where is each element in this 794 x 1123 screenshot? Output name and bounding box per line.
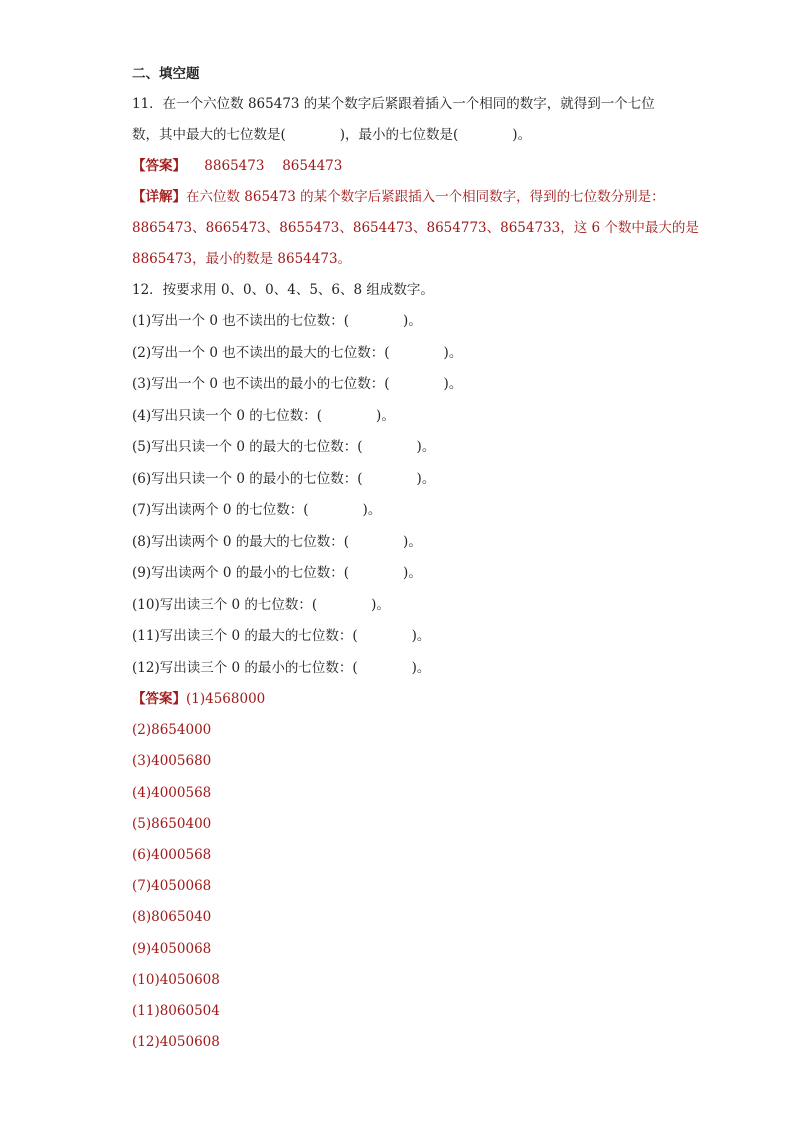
q12-answer: (10)4050608 (132, 971, 220, 988)
document-content (132, 64, 699, 1063)
q12-item: (10)写出读三个 0 的七位数：( )。 (132, 596, 390, 613)
q12-answer: (8)8065040 (132, 909, 212, 926)
q12-answer: (7)4050068 (132, 878, 212, 895)
q12-answer: (6)4000568 (132, 846, 212, 863)
q12-answer: (3)4005680 (132, 753, 212, 770)
q12-answer: (11)8060504 (132, 1002, 220, 1019)
q12-item: (12)写出读三个 0 的最小的七位数：( )。 (132, 659, 431, 676)
q11-line-2: 数，其中最大的七位数是( )，最小的七位数是( )。 (132, 127, 532, 143)
section-title: 二、填空题 (132, 66, 200, 82)
q12-item: (6)写出只读一个 0 的最小的七位数：( )。 (132, 470, 436, 487)
q12-items (132, 311, 692, 678)
q12-item: (1)写出一个 0 也不读出的七位数：( )。 (132, 313, 422, 329)
q12-answer: (2)8654000 (132, 722, 212, 739)
answer-tag: 【答案】 (132, 691, 186, 707)
q11-line-1: 11．在一个六位数 865473 的某个数字后紧跟着插入一个相同的数字，就得到一个七位 (132, 96, 655, 112)
q12-answer: (1)4568000 (186, 691, 266, 707)
q12-answer: (9)4050068 (132, 940, 212, 957)
q12-answer: (12)4050608 (132, 1034, 220, 1051)
q12-answer-first (132, 689, 692, 709)
q12-item: (5)写出只读一个 0 的最大的七位数：( )。 (132, 439, 436, 455)
q11-detail-line-3: 8865473，最小的数是 8654473。 (132, 251, 352, 267)
q11-answer (132, 156, 692, 176)
q11-detail-line-1: 在六位数 865473 的某个数字后紧跟插入一个相同数字，得到的七位数分别是： (186, 189, 665, 205)
answer-tag: 【答案】 (132, 158, 186, 174)
q12-answer: (5)8650400 (132, 815, 212, 832)
q12-item: (2)写出一个 0 也不读出的最大的七位数：( )。 (132, 344, 463, 361)
q12-item: (7)写出读两个 0 的七位数：( )。 (132, 502, 382, 518)
q12-item: (11)写出读三个 0 的最大的七位数：( )。 (132, 628, 431, 644)
q12-item: (3)写出一个 0 也不读出的最小的七位数：( )。 (132, 376, 463, 392)
q12-item: (8)写出读两个 0 的最大的七位数：( )。 (132, 533, 422, 550)
q11-detail-line-2: 8865473、8665473、8655473、8654473、8654773、8654733，这 6 个数中最大的是 (132, 220, 699, 236)
detail-tag: 【详解】 (132, 189, 186, 205)
q12-answer: (4)4000568 (132, 784, 212, 801)
q12-item: (4)写出只读一个 0 的七位数：( )。 (132, 407, 395, 424)
q12-stem: 12．按要求用 0、0、0、4、5、6、8 组成数字。 (132, 282, 434, 298)
q11-detail (132, 187, 692, 207)
q12-item: (9)写出读两个 0 的最小的七位数：( )。 (132, 565, 422, 581)
q11-answer-text: 8865473 8654473 (204, 158, 343, 174)
